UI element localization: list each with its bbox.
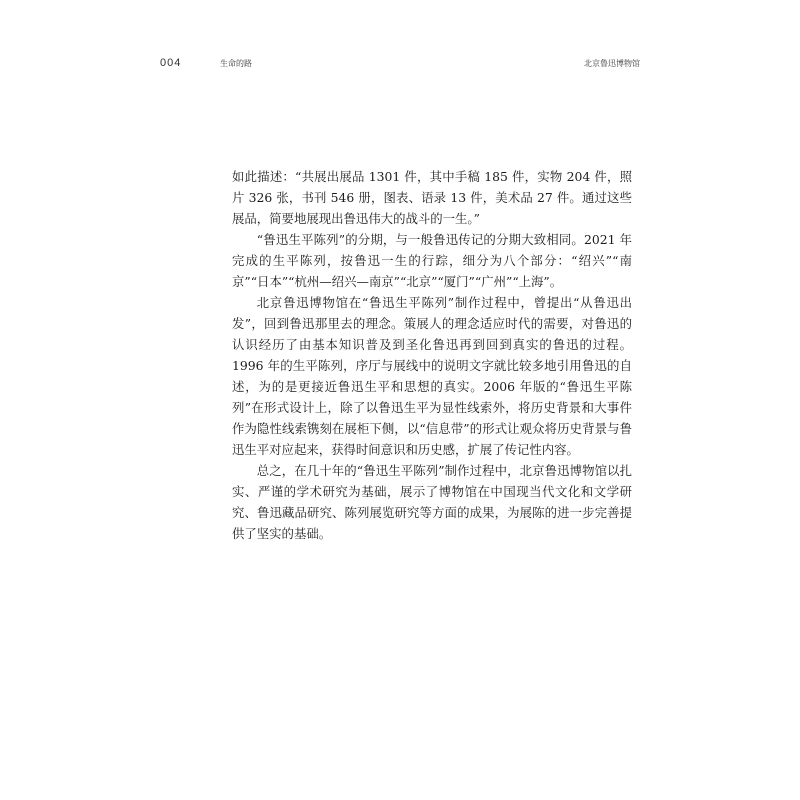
page-number: 004 (160, 57, 182, 69)
museum-name: 北京鲁迅博物馆 (584, 59, 640, 68)
paragraph-1: 如此描述：“共展出展品 1301 件，其中手稿 185 件，实物 204 件，照片 326 张，书刊 546 册，图表、语录 13 件，美术品 27 件。通过这些展品，简要地展现出鲁迅伟大的战斗的一生。” (232, 169, 632, 226)
paragraph-3: 北京鲁迅博物馆在“鲁迅生平陈列”制作过程中，曾提出“从鲁迅出发”，回到鲁迅那里去的理念。策展人的理念适应时代的需要，对鲁迅的认识经历了由基本知识普及到圣化鲁迅再到回到真实的鲁迅的过程。1996 年的生平陈列，序厅与展线中的说明文字就比较多地引用鲁迅的自述，为的是更接近鲁迅生平和思想的真实。2006 年版的“鲁迅生平陈列”在形式设计上，除了以鲁迅生平为显性线索外，将历史背景和大事件作为隐性线索镌刻在展柜下侧，以“信息带”的形式让观众将历史背景与鲁迅生平对应起来，获得时间意识和历史感，扩展了传记性内容。 (232, 295, 632, 457)
body-text (232, 166, 632, 544)
paragraph-4: 总之，在几十年的“鲁迅生平陈列”制作过程中，北京鲁迅博物馆以扎实、严谨的学术研究为基础，展示了博物馆在中国现当代文化和文学研究、鲁迅藏品研究、陈列展览研究等方面的成果，为展陈的进一步完善提供了坚实的基础。 (232, 463, 632, 541)
page-header (160, 57, 640, 71)
paragraph-2: “鲁迅生平陈列”的分期，与一般鲁迅传记的分期大致相同。2021 年完成的生平陈列，按鲁迅一生的行踪，细分为八个部分：“绍兴”“南京”“日本”“杭州—绍兴—南京”“北京”“厦门”“广州”“上海”。 (232, 232, 632, 289)
book-title: 生命的路 (220, 59, 252, 68)
